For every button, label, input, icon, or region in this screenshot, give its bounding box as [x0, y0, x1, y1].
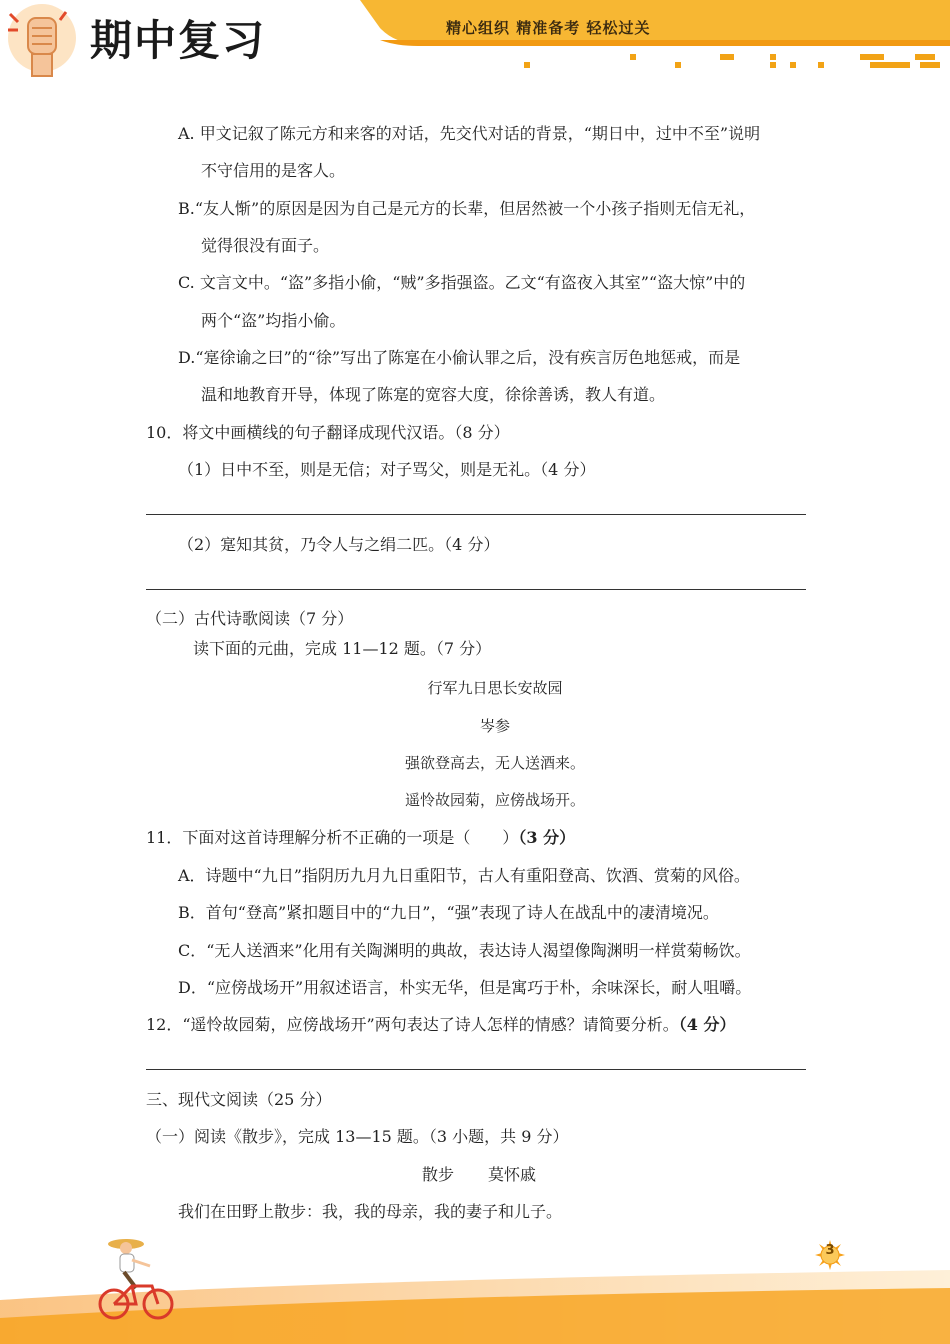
section2-heading: （二）古代诗歌阅读（7 分）: [146, 609, 354, 628]
cyclist-icon: [96, 1234, 186, 1324]
page-footer: [0, 1230, 950, 1344]
q11-stem: [146, 827, 575, 849]
page-header: [0, 0, 950, 80]
q9-option-c-cont: 两个“盗”均指小偷。: [201, 311, 346, 330]
poem-line-2: 遥怜故园菊，应傍战场开。: [404, 791, 585, 809]
q11-score: （3 分）: [518, 828, 576, 847]
q12-stem-text: 12．“遥怜故园菊，应傍战场开”两句表达了诗人怎样的情感？请简要分析。: [146, 1015, 679, 1034]
q12-score: （4 分）: [678, 1015, 736, 1034]
q11-option-b: B．首句“登高”紧扣题目中的“九日”，“强”表现了诗人在战乱中的凄清境况。: [178, 903, 719, 922]
section3-sub: （一）阅读《散步》，完成 13—15 题。（3 小题，共 9 分）: [146, 1127, 569, 1146]
q10-stem: 10．将文中画横线的句子翻译成现代汉语。（8 分）: [146, 423, 510, 442]
q11-option-d: D．“应傍战场开”用叙述语言，朴实无华，但是寓巧于朴，余味深长，耐人咀嚼。: [178, 978, 752, 997]
header-slogan: 精心组织 精准备考 轻松过关: [446, 19, 651, 37]
q10-sub2: （2）寔知其贫，乃令人与之绢二匹。（4 分）: [178, 535, 500, 554]
fist-icon: [2, 0, 82, 80]
page-title: 期中复习: [90, 16, 267, 65]
answer-line-q10-1[interactable]: [146, 514, 806, 515]
q9-option-d: D.“寔徐谕之曰”的“徐”写出了陈寔在小偷认罪之后，没有疾言厉色地惩戒，而是: [178, 348, 741, 367]
q9-option-a: A. 甲文记叙了陈元方和来客的对话，先交代对话的背景，“期日中，过中不至”说明: [178, 124, 761, 143]
poem-author: 岑参: [479, 717, 510, 735]
q11-option-c: C．“无人送酒来”化用有关陶渊明的典故，表达诗人渴望像陶渊明一样赏菊畅饮。: [178, 941, 751, 960]
essay-first-line: 我们在田野上散步：我，我的母亲，我的妻子和儿子。: [178, 1202, 563, 1221]
q11-stem-text: 11．下面对这首诗理解分析不正确的一项是（ ）: [146, 828, 519, 847]
q10-sub1: （1）日中不至，则是无信；对子骂父，则是无礼。（4 分）: [178, 460, 596, 479]
q9-option-d-cont: 温和地教育开导，体现了陈寔的宽容大度，徐徐善诱，教人有道。: [201, 385, 666, 404]
answer-line-q12[interactable]: [146, 1069, 806, 1070]
q9-option-b-cont: 觉得很没有面子。: [201, 236, 330, 255]
essay-title: 散步: [422, 1165, 455, 1184]
decorative-dots: [520, 52, 950, 72]
poem-title: 行军九日思长安故园: [427, 679, 563, 697]
q9-option-b: B.“友人惭”的原因是因为自己是元方的长辈，但居然被一个小孩子指则无信无礼，: [178, 199, 756, 218]
section2-intro: 读下面的元曲，完成 11—12 题。（7 分）: [193, 639, 492, 658]
q9-option-a-cont: 不守信用的是客人。: [201, 161, 346, 180]
page-number: 3: [825, 1243, 835, 1258]
essay-author: 莫怀戚: [488, 1165, 537, 1184]
section3-heading: 三、现代文阅读（25 分）: [146, 1090, 332, 1109]
q9-option-c: C. 文言文中。“盗”多指小偷，“贼”多指强盗。乙文“有盗夜入其室”“盗大惊”中的: [178, 273, 746, 292]
q12-stem: [146, 1014, 735, 1036]
poem-line-1: 强欲登高去，无人送酒来。: [404, 754, 585, 772]
answer-line-q10-2[interactable]: [146, 589, 806, 590]
q11-option-a: A．诗题中“九日”指阴历九月九日重阳节，古人有重阳登高、饮酒、赏菊的风俗。: [178, 866, 750, 885]
